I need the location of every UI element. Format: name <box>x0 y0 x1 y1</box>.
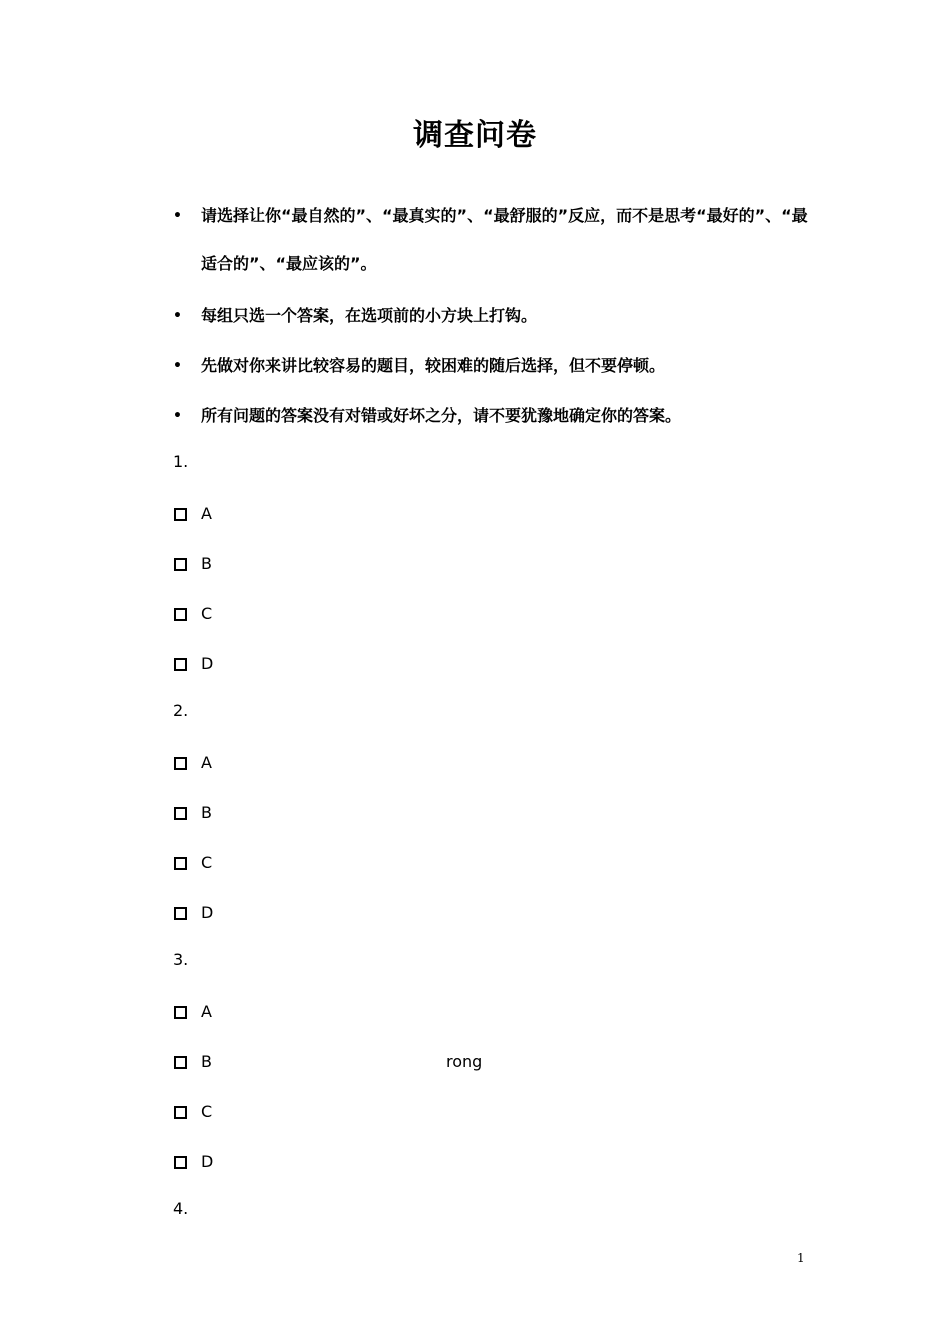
checkbox-square-icon[interactable] <box>174 857 187 870</box>
checkbox-square-icon[interactable] <box>174 508 187 521</box>
option-label: C <box>201 1102 213 1121</box>
question-number: 3. <box>173 950 189 969</box>
checkbox-square-icon[interactable] <box>174 807 187 820</box>
instruction-item <box>173 304 823 328</box>
instruction-text: 请选择让你“最自然的”、“最真实的”、“最舒服的”反应，而不是思考“最好的”、“最适合的”、“最应该的”。 <box>201 206 808 273</box>
checkbox-square-icon[interactable] <box>174 608 187 621</box>
option-text: rong <box>446 1052 483 1071</box>
bullet-dot: • <box>173 358 182 374</box>
question-number: 4. <box>173 1199 189 1218</box>
checkbox-square-icon[interactable] <box>174 1056 187 1069</box>
option-row <box>173 1150 773 1174</box>
bullet-dot: • <box>173 408 182 424</box>
option-label: B <box>201 803 212 822</box>
option-label: C <box>201 604 213 623</box>
bullet-dot: • <box>173 308 182 324</box>
question-number: 2. <box>173 701 189 720</box>
instruction-text: 每组只选一个答案，在选项前的小方块上打钩。 <box>201 306 538 325</box>
option-row <box>173 751 773 775</box>
checkbox-square-icon[interactable] <box>174 658 187 671</box>
checkbox-square-icon[interactable] <box>174 757 187 770</box>
option-label: D <box>201 903 214 922</box>
instruction-text: 所有问题的答案没有对错或好坏之分，请不要犹豫地确定你的答案。 <box>201 406 682 425</box>
option-label: A <box>201 753 212 772</box>
option-row <box>173 801 773 825</box>
checkbox-square-icon[interactable] <box>174 1106 187 1119</box>
checkbox-square-icon[interactable] <box>174 1156 187 1169</box>
question-number: 1. <box>173 452 189 471</box>
bullet-dot: • <box>173 208 182 224</box>
instruction-text: 先做对你来讲比较容易的题目，较困难的随后选择，但不要停顿。 <box>201 356 666 375</box>
option-row <box>173 851 773 875</box>
option-label: D <box>201 654 214 673</box>
option-row <box>173 901 773 925</box>
option-row <box>173 1100 773 1124</box>
page-title: 调查问卷 <box>413 118 537 153</box>
option-row <box>173 502 773 526</box>
checkbox-square-icon[interactable] <box>174 558 187 571</box>
option-label: A <box>201 504 212 523</box>
option-label: A <box>201 1002 212 1021</box>
option-row <box>173 552 773 576</box>
option-label: C <box>201 853 213 872</box>
option-row <box>173 652 773 676</box>
checkbox-square-icon[interactable] <box>174 907 187 920</box>
checkbox-square-icon[interactable] <box>174 1006 187 1019</box>
option-row <box>173 1050 773 1074</box>
instruction-item <box>173 354 823 378</box>
option-row <box>173 602 773 626</box>
instruction-item <box>173 404 823 428</box>
option-row <box>173 1000 773 1024</box>
page-number: 1 <box>797 1251 805 1265</box>
option-label: B <box>201 1052 212 1071</box>
option-label: B <box>201 554 212 573</box>
instruction-item <box>173 204 823 276</box>
option-label: D <box>201 1152 214 1171</box>
